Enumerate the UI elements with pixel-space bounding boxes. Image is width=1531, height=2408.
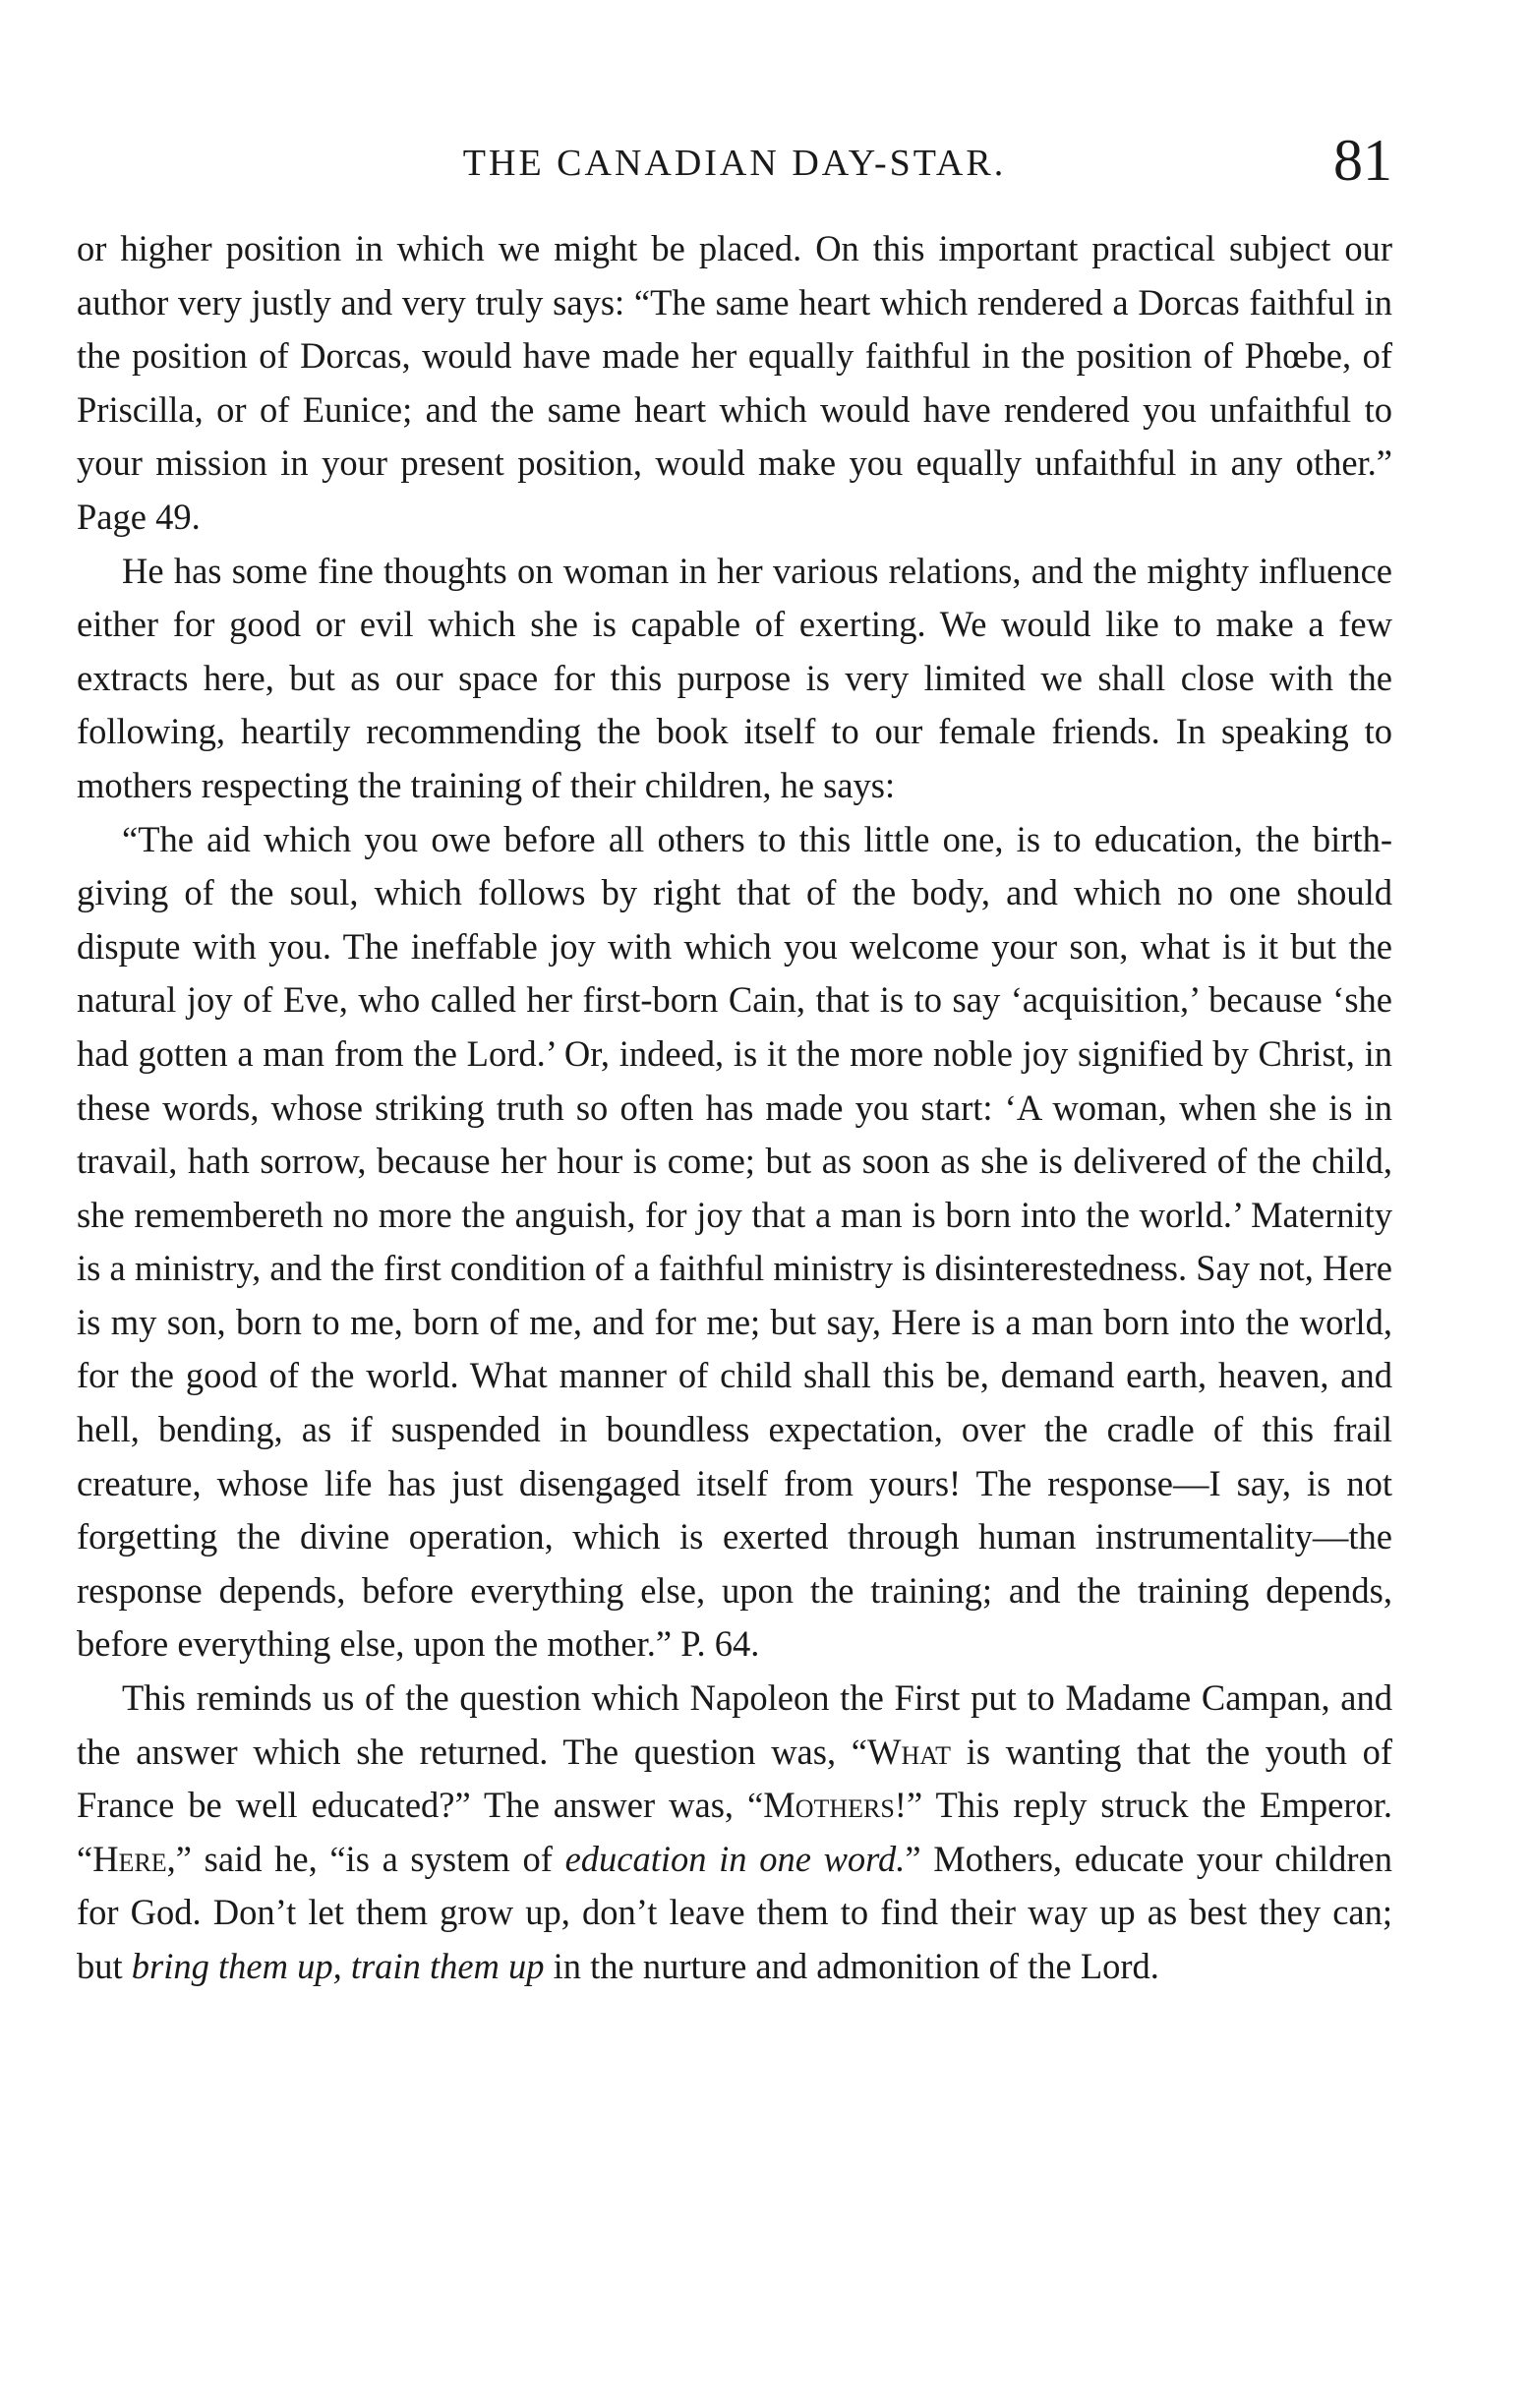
paragraph-quotation: “The aid which you owe before all others to this little one, is to education, the birth-giving of the soul, which follows by right that of the body, and which no one should dispute with you. The ineffable joy with which you welcome your son, what is it but the natural joy of Eve, who called her first-born Cain, that is to say ‘acquisition,’ because ‘she had gotten a man from the Lord.’ Or, indeed, is it the more noble joy signified by Christ, in these words, whose striking truth so often has made you start: ‘A woman, when she is in travail, hath sorrow, because her hour is come; but as soon as she is delivered of the child, she remembereth no more the anguish, for joy that a man is born into the world.’ Maternity is a ministry, and the first condition of a faithful ministry is disinterestedness. Say not, Here is my son, born to me, born of me, and for me; but say, Here is a man born into the world, for the good of the world. What manner of child shall this be, demand earth, heaven, and hell, bending, as if suspended in boundless expectation, over the cradle of this frail creature, whose life has just disengaged itself from yours! The response—I say, is not forgetting the divine operation, which is exerted through human instrumentality—the response depends, before everything else, upon the training; and the training depends, before everything else, upon the mother.” P. 64.: [77, 818, 1392, 1665]
small-caps-mothers: Mothers!: [763, 1785, 907, 1826]
paragraph-continued: or higher position in which we might be placed. On this important practical subject our author very justly and very truly says: “The same heart which rendered a Dorcas faithful in the position of Dorcas, would have made her equally faithful in the position of Phœbe, of Priscilla, or of Eunice; and the same heart which would have rendered you unfaithful to your mission in your present position, would make you equally unfaithful in any other.” Page 49.: [77, 228, 1392, 537]
running-title: THE CANADIAN DAY-STAR.: [462, 143, 1007, 184]
book-page: [77, 126, 1392, 1994]
paragraph-napoleon: [77, 1672, 1392, 1994]
running-header: [77, 126, 1392, 195]
text-run: ” said he, “is a system of: [175, 1838, 565, 1879]
italic-bring-them-up: bring them up, train them up: [131, 1946, 545, 1986]
text-run: ” Mothers, educate your children for God. Don’t let them grow up, don’t leave them to find their way up as best they can; but: [77, 1838, 1392, 1986]
page-number: 81: [1333, 128, 1392, 193]
text-run: ” This reply struck the Emperor. “: [77, 1785, 1392, 1879]
text-run: This reminds us of the question which Napoleon the First put to Madame Campan, and the answer which she returned. The question was, “: [77, 1677, 1392, 1772]
small-caps-here: Here,: [92, 1838, 176, 1879]
small-caps-what: What: [867, 1731, 952, 1772]
text-run: in the nurture and admonition of the Lord.: [544, 1946, 1159, 1986]
italic-education: education in one word.: [564, 1838, 906, 1879]
text-run: is wanting that the youth of France be well educated?” The answer was, “: [77, 1731, 1393, 1826]
paragraph-author-thoughts: He has some fine thoughts on woman in her various relations, and the mighty influence either for good or evil which she is capable of exerting. We would like to make a few extracts here, but as our space for this purpose is very limited we shall close with the following, heartily recommending the book itself to our female friends. In speaking to mothers respecting the training of their children, he says:: [77, 550, 1392, 805]
